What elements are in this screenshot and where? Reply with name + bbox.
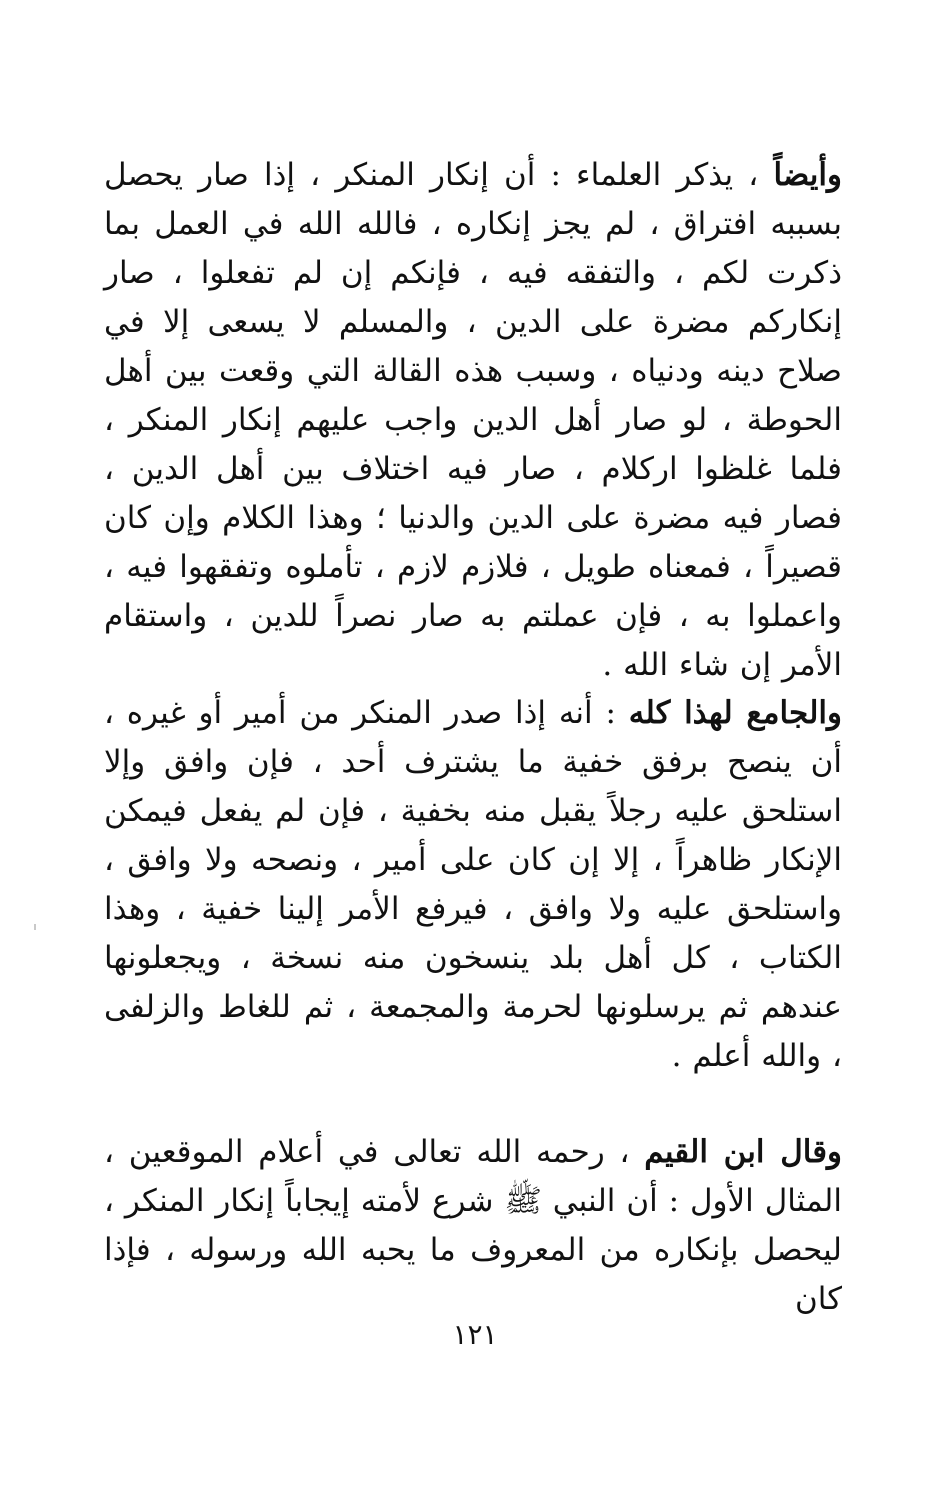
paragraph-2-lead: والجامع لهذا كله (628, 695, 842, 731)
paragraph-3-lead: وقال ابن القيم (644, 1134, 842, 1170)
paragraph-1 (104, 151, 842, 690)
paragraph-1-text: ، يذكر العلماء : أن إنكار المنكر ، إذا صار يحصل بسببه افتراق ، لم يجز إنكاره ، فالله الله في العمل بما ذكرت لكم ، والتفقه فيه ، فإنكم إن لم تفعلوا ، صار إنكاركم مضرة على الدين ، والمسلم لا يسعى إلا في صلاح دينه ودنياه ، وسبب هذه القالة التي وقعت بين أهل الحوطة ، لو صار أهل الدين واجب عليهم إنكار المنكر ، فلما غلظوا اركلام ، صار فيه اختلاف بين أهل الدين ، فصار فيه مضرة على الدين والدنيا ؛ وهذا الكلام وإن كان قصيراً ، فمعناه طويل ، فلازم لازم ، تأملوه وتفقهوا فيه ، واعملوا به ، فإن عملتم به صار نصراً للدين ، واستقام الأمر إن شاء الله . (104, 157, 842, 683)
paragraph-2-text: : أنه إذا صدر المنكر من أمير أو غيره ، أن ينصح برفق خفية ما يشترف أحد ، فإن وافق وإلا استلحق عليه رجلاً يقبل منه بخفية ، فإن لم يفعل فيمكن الإنكار ظاهراً ، إلا إن كان على أمير ، ونصحه ولا وافق ، واستلحق عليه ولا وافق ، فيرفع الأمر إلينا خفية ، وهذا الكتاب ، كل أهل بلد ينسخون منه نسخة ، ويجعلونها عندهم ثم يرسلونها لحرمة والمجمعة ، ثم للغاط والزلفى ، والله أعلم . (104, 695, 842, 1074)
paragraph-3 (104, 1128, 842, 1324)
paragraph-3-text: ، رحمه الله تعالى في أعلام الموقعين ، المثال الأول : أن النبي ﷺ شرع لأمته إيجاباً إنكار المنكر ، ليحصل بإنكاره من المعروف ما يحبه الله ورسوله ، فإذا كان (104, 1134, 842, 1317)
page-number: ١٢١ (452, 1318, 498, 1351)
scan-mark (34, 924, 36, 930)
paragraph-1-lead: وأيضاً (773, 157, 842, 193)
paragraph-2 (104, 689, 842, 1081)
